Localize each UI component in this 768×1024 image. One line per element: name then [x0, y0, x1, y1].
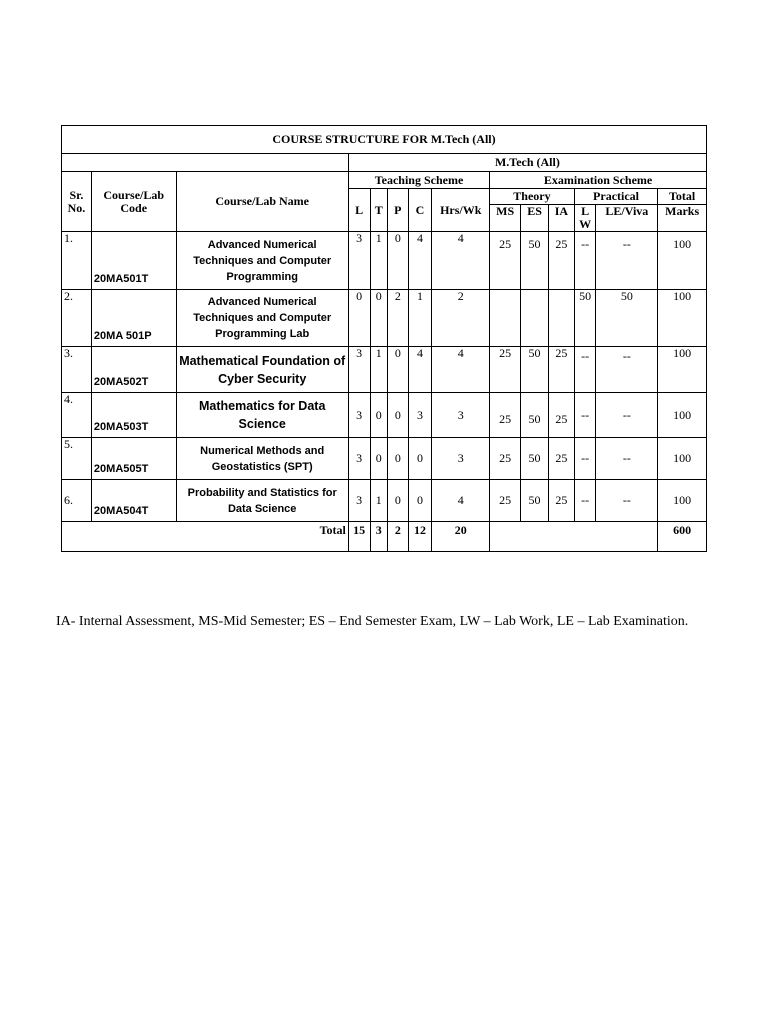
lw-value: --: [574, 480, 596, 522]
hrs-value: 4: [432, 480, 490, 522]
lw-value: 50: [574, 290, 596, 347]
hrs-value: 3: [432, 393, 490, 438]
course-name: Numerical Methods and Geostatistics (SPT): [176, 438, 348, 480]
t-value: 0: [370, 438, 388, 480]
header-C: C: [408, 189, 432, 232]
header-LW: L W: [574, 205, 596, 232]
header-IA: IA: [548, 205, 574, 232]
lw-value: --: [574, 347, 596, 393]
ms-value: 25: [490, 347, 521, 393]
table-row: [62, 438, 707, 480]
lw-value: --: [574, 232, 596, 290]
c-value: 0: [408, 480, 432, 522]
total-C: 12: [408, 522, 432, 552]
header-L: L: [348, 189, 370, 232]
header-le-viva: LE/Viva: [596, 205, 658, 232]
es-value: 50: [521, 480, 549, 522]
t-value: 1: [370, 232, 388, 290]
header-examination-scheme: Examination Scheme: [490, 172, 707, 189]
l-value: 3: [348, 480, 370, 522]
p-value: 0: [388, 480, 409, 522]
program-header: M.Tech (All): [348, 154, 706, 172]
es-value: [521, 290, 549, 347]
es-value: 50: [521, 232, 549, 290]
header-T: T: [370, 189, 388, 232]
c-value: 3: [408, 393, 432, 438]
course-code: 20MA504T: [91, 480, 176, 522]
l-value: 3: [348, 347, 370, 393]
c-value: 4: [408, 347, 432, 393]
header-P: P: [388, 189, 409, 232]
total-marks: 100: [658, 232, 707, 290]
ia-value: 25: [548, 393, 574, 438]
l-value: 0: [348, 290, 370, 347]
table-row: [62, 393, 707, 438]
p-value: 0: [388, 393, 409, 438]
lw-value: --: [574, 438, 596, 480]
sr-no: 2.: [62, 290, 92, 347]
header-course-name: Course/Lab Name: [176, 172, 348, 232]
course-name: Advanced Numerical Techniques and Computer Programming: [176, 232, 348, 290]
total-P: 2: [388, 522, 409, 552]
l-value: 3: [348, 232, 370, 290]
total-hrs: 20: [432, 522, 490, 552]
ia-value: 25: [548, 232, 574, 290]
le-value: --: [596, 438, 658, 480]
p-value: 0: [388, 347, 409, 393]
le-value: --: [596, 347, 658, 393]
ia-value: 25: [548, 480, 574, 522]
total-marks: 100: [658, 347, 707, 393]
c-value: 4: [408, 232, 432, 290]
header-MS: MS: [490, 205, 521, 232]
header-sr-no: Sr. No.: [62, 172, 92, 232]
table-row: [62, 480, 707, 522]
header-theory: Theory: [490, 189, 575, 205]
header-practical: Practical: [574, 189, 658, 205]
table-row: [62, 232, 707, 290]
course-name: Probability and Statistics for Data Science: [176, 480, 348, 522]
course-structure-table: [61, 125, 707, 552]
totals-blank: [490, 522, 658, 552]
course-name: Advanced Numerical Techniques and Computer Programming Lab: [176, 290, 348, 347]
t-value: 0: [370, 393, 388, 438]
ms-value: [490, 290, 521, 347]
totals-label: Total: [62, 522, 349, 552]
le-value: --: [596, 480, 658, 522]
es-value: 50: [521, 393, 549, 438]
header-course-code: Course/Lab Code: [91, 172, 176, 232]
hrs-value: 4: [432, 232, 490, 290]
header-blank: [62, 154, 349, 172]
lw-value: --: [574, 393, 596, 438]
header-ES: ES: [521, 205, 549, 232]
le-value: --: [596, 393, 658, 438]
ms-value: 25: [490, 232, 521, 290]
course-code: 20MA503T: [91, 393, 176, 438]
ms-value: 25: [490, 480, 521, 522]
l-value: 3: [348, 438, 370, 480]
c-value: 0: [408, 438, 432, 480]
table-row: [62, 347, 707, 393]
table-row: [62, 290, 707, 347]
ms-value: 25: [490, 393, 521, 438]
course-name: Mathematical Foundation of Cyber Security: [176, 347, 348, 393]
hrs-value: 2: [432, 290, 490, 347]
header-teaching-scheme: Teaching Scheme: [348, 172, 489, 189]
p-value: 2: [388, 290, 409, 347]
total-T: 3: [370, 522, 388, 552]
le-value: 50: [596, 290, 658, 347]
c-value: 1: [408, 290, 432, 347]
total-L: 15: [348, 522, 370, 552]
table-title: COURSE STRUCTURE FOR M.Tech (All): [62, 126, 707, 154]
es-value: 50: [521, 438, 549, 480]
course-code: 20MA501T: [91, 232, 176, 290]
ia-value: [548, 290, 574, 347]
le-value: --: [596, 232, 658, 290]
ia-value: 25: [548, 438, 574, 480]
hrs-value: 4: [432, 347, 490, 393]
total-marks: 100: [658, 438, 707, 480]
sr-no: 4.: [62, 393, 92, 438]
p-value: 0: [388, 438, 409, 480]
total-marks-sum: 600: [658, 522, 707, 552]
course-code: 20MA502T: [91, 347, 176, 393]
sr-no: 1.: [62, 232, 92, 290]
t-value: 1: [370, 480, 388, 522]
course-code: 20MA505T: [91, 438, 176, 480]
total-marks: 100: [658, 393, 707, 438]
t-value: 0: [370, 290, 388, 347]
header-hrs-wk: Hrs/Wk: [432, 189, 490, 232]
header-marks: Marks: [658, 205, 707, 232]
sr-no: 6.: [62, 480, 92, 522]
es-value: 50: [521, 347, 549, 393]
ia-value: 25: [548, 347, 574, 393]
sr-no: 3.: [62, 347, 92, 393]
t-value: 1: [370, 347, 388, 393]
course-name: Mathematics for Data Science: [176, 393, 348, 438]
total-marks: 100: [658, 480, 707, 522]
hrs-value: 3: [432, 438, 490, 480]
header-total: Total: [658, 189, 707, 205]
total-marks: 100: [658, 290, 707, 347]
abbreviations-footnote: IA- Internal Assessment, MS-Mid Semester; ES – End Semester Exam, LW – Lab Work, LE – Lab Examination.: [56, 614, 689, 629]
sr-no: 5.: [62, 438, 92, 480]
p-value: 0: [388, 232, 409, 290]
course-code: 20MA 501P: [91, 290, 176, 347]
totals-row: [62, 522, 707, 552]
ms-value: 25: [490, 438, 521, 480]
l-value: 3: [348, 393, 370, 438]
